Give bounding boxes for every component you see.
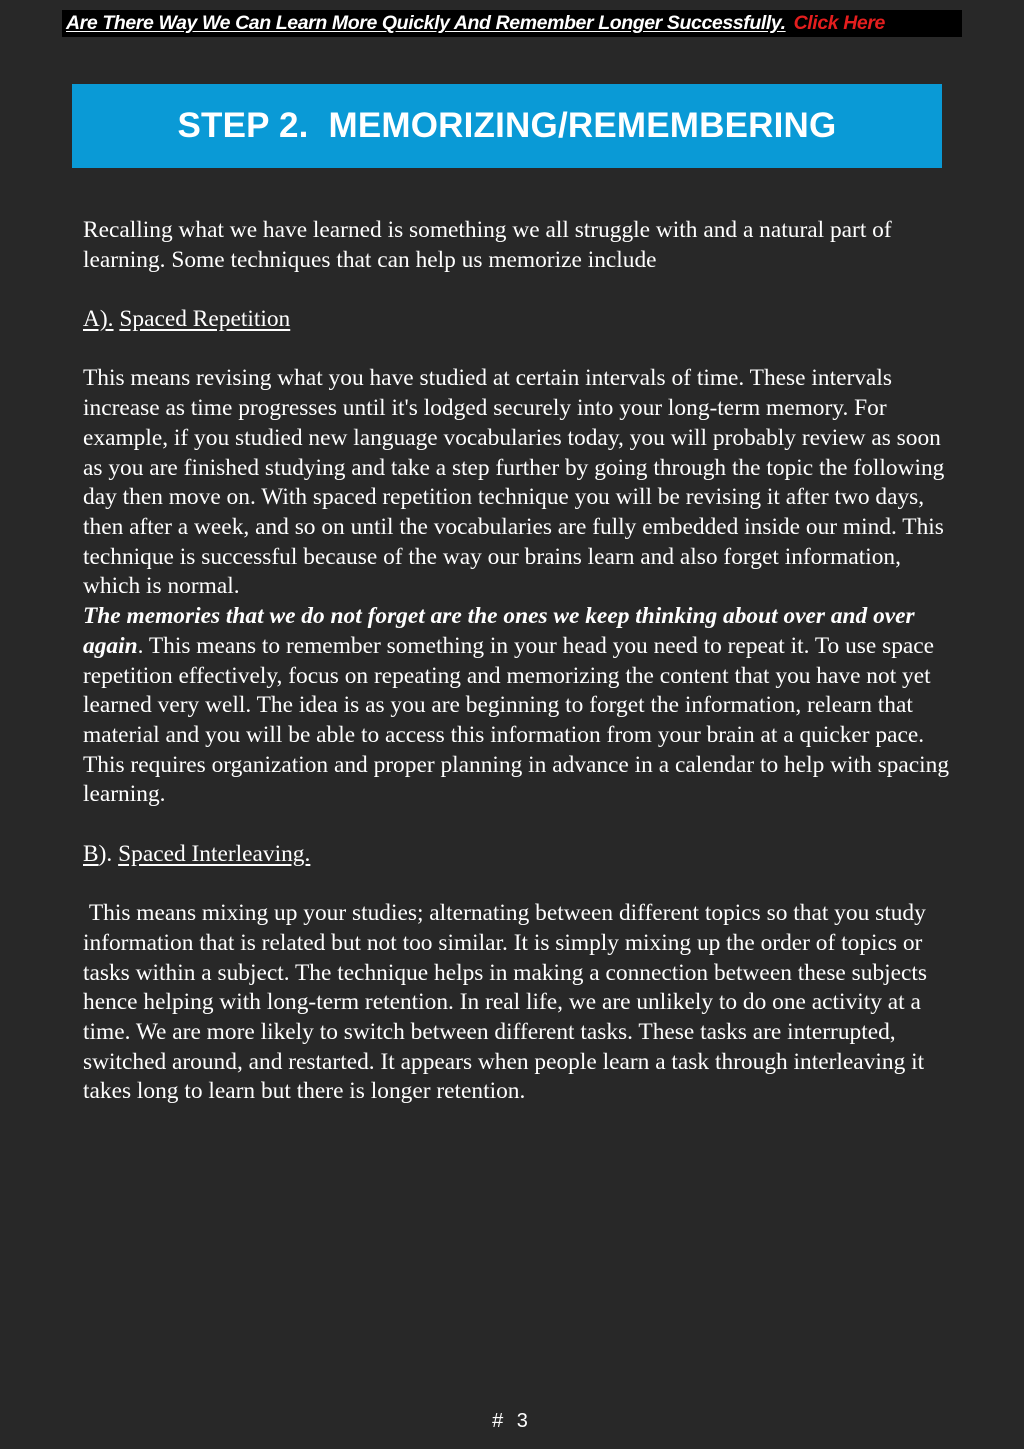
section-b-paragraph: This means mixing up your studies; alternating between different topics so that you study information that is related but not too similar. It is simply mixing up the order of topics or tasks within a subject. The technique helps in making a connection between these subjects hence helping with long-term retention. In real life, we are unlikely to do one activity at a time. We are more likely to switch between different tasks. These tasks are interrupted, switched around, and restarted. It appears when people learn a task through interleaving it takes long to learn but there is longer retention. — [83, 900, 933, 1105]
page-title: STEP 2. MEMORIZING/REMEMBERING — [177, 106, 837, 145]
section-a-heading — [83, 305, 955, 335]
section-a-emphasis: The memories that we do not forget are the ones we keep thinking about over and over again — [83, 603, 915, 659]
section-b-marker-letter: B — [83, 840, 99, 867]
step-header — [72, 84, 942, 168]
section-a-marker: A). — [83, 306, 114, 333]
top-banner — [62, 10, 962, 37]
section-a-text-after: . This means to remember something in your head you need to repeat it. To use space repetition effectively, focus on repeating and memorizing the content that you have not yet learned very well. The idea is as you are beginning to forget the information, relearn that material and you will be able to access this information from your brain at a quicker pace. This requires organization and proper planning in advance in a calendar to help with spacing learning. — [83, 632, 950, 808]
section-a-title: Spaced Repetition — [119, 306, 291, 333]
intro-paragraph: Recalling what we have learned is something we all struggle with and a natural part of learning. Some techniques that can help us memorize include — [83, 217, 892, 273]
page-number: # 3 — [492, 1410, 532, 1432]
section-b-title: Spaced Interleaving. — [118, 840, 311, 867]
click-here-link[interactable]: Click Here — [793, 12, 885, 34]
banner-text: Are There Way We Can Learn More Quickly And Remember Longer Successfully. — [66, 12, 786, 34]
section-a-paragraph — [83, 364, 955, 810]
section-a-text-before: This means revising what you have studied at certain intervals of time. These intervals increase as time progresses until it's lodged securely into your long-term memory. For example, if you studied new language vocabularies today, you will probably review as soon as you are finished studying and take a step further by going through the topic the following day then move on. With spaced repetition technique you will be revising it after two days, then after a week, and so on until the vocabularies are fully embedded inside our mind. This technique is successful because of the way our brains learn and also forget information, which is normal. — [83, 365, 945, 600]
section-b-marker-suffix: ). — [98, 840, 119, 867]
article-body — [83, 216, 955, 1137]
section-b-heading — [83, 840, 955, 870]
